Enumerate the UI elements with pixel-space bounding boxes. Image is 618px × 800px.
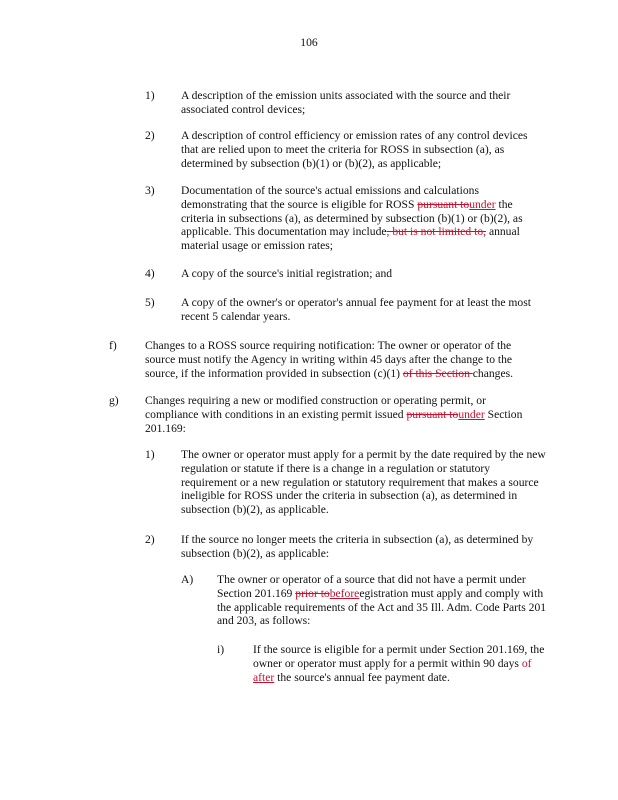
list-item-text	[181, 184, 546, 253]
revised-text: of	[521, 656, 532, 670]
deleted-text: pursuant to	[417, 197, 470, 211]
text-run: Changes to a ROSS source requiring notification: The owner or operator of the source must notify the Agency in writing within 45 days after the change to the source, if the information provided in subsection (c)(1)	[145, 339, 513, 380]
list-marker: 2)	[145, 129, 155, 142]
list-item-text	[145, 339, 540, 380]
list-marker: 2)	[145, 533, 155, 546]
text-run: Section 201.169:	[145, 407, 523, 435]
text-run: The owner or operator of a source that did not have a permit under Section 201.169	[217, 573, 526, 600]
list-item-text: If the source no longer meets the criteria in subsection (a), as determined by subsection (b)(2), as applicable:	[181, 533, 534, 560]
text-run: annual material usage or emission rates;	[181, 225, 520, 253]
list-marker: g)	[109, 394, 119, 407]
text-run: the source's annual fee payment date.	[274, 670, 450, 684]
list-item-text	[217, 573, 547, 628]
list-marker: 1)	[145, 89, 155, 102]
list-marker: 4)	[145, 267, 155, 280]
text-run: the criteria in subsections (a), as determined by subsection (b)(1) or (b)(2), as applicable. This documentation may include	[181, 197, 523, 239]
list-item-text: A copy of the source's initial registration; and	[181, 267, 393, 280]
inserted-text: under	[458, 407, 485, 421]
list-item-text: The owner or operator must apply for a permit by the date required by the new regulation or statute if there is a change in a regulation or statutory requirement or a new regulation or statutory requirement that makes a source ineligible for ROSS under the criteria in subsection (a), as determined in subsection (b)(2), as applicable.	[181, 448, 546, 517]
list-item-text: A description of control efficiency or emission rates of any control devices that are relied upon to meet the criteria for ROSS in subsection (a), as determined by subsection (b)(1) or (b)(2), as applicable;	[181, 129, 528, 170]
list-marker: f)	[109, 339, 117, 352]
list-marker: i)	[217, 643, 225, 656]
inserted-text: under	[469, 197, 496, 211]
text-run: Documentation of the source's actual emissions and calculations demonstrating that the source is eligible for ROSS	[181, 184, 479, 211]
deleted-text: pursuant to	[406, 407, 459, 421]
deleted-text: prior to	[295, 586, 330, 600]
list-marker: 1)	[145, 448, 155, 461]
list-item-text	[253, 643, 549, 684]
text-run: egistration must apply and comply with the applicable requirements of the Act and 35 Ill. Adm. Code Parts 201 and 203, as follows:	[217, 586, 547, 628]
list-item-text: A description of the emission units associated with the source and their associated control devices;	[181, 89, 511, 116]
list-item-text	[145, 394, 533, 435]
inserted-text: after	[253, 670, 275, 684]
list-marker: 5)	[145, 296, 155, 309]
list-marker: A)	[181, 573, 194, 586]
inserted-text: before	[329, 586, 360, 600]
deleted-text: of this Section	[402, 366, 473, 380]
deleted-text: , but is not limited to,	[386, 225, 487, 239]
page-number: 106	[300, 36, 318, 49]
text-run: If the source is eligible for a permit under Section 201.169, the owner or operator must apply for a permit within 90 days	[253, 643, 545, 670]
text-run: changes.	[472, 366, 514, 380]
text-run: Changes requiring a new or modified construction or operating permit, or compliance with conditions in an existing permit issued	[145, 394, 486, 421]
list-item-text: A copy of the owner's or operator's annual fee payment for at least the most recent 5 calendar years.	[181, 296, 531, 323]
list-marker: 3)	[145, 184, 155, 197]
